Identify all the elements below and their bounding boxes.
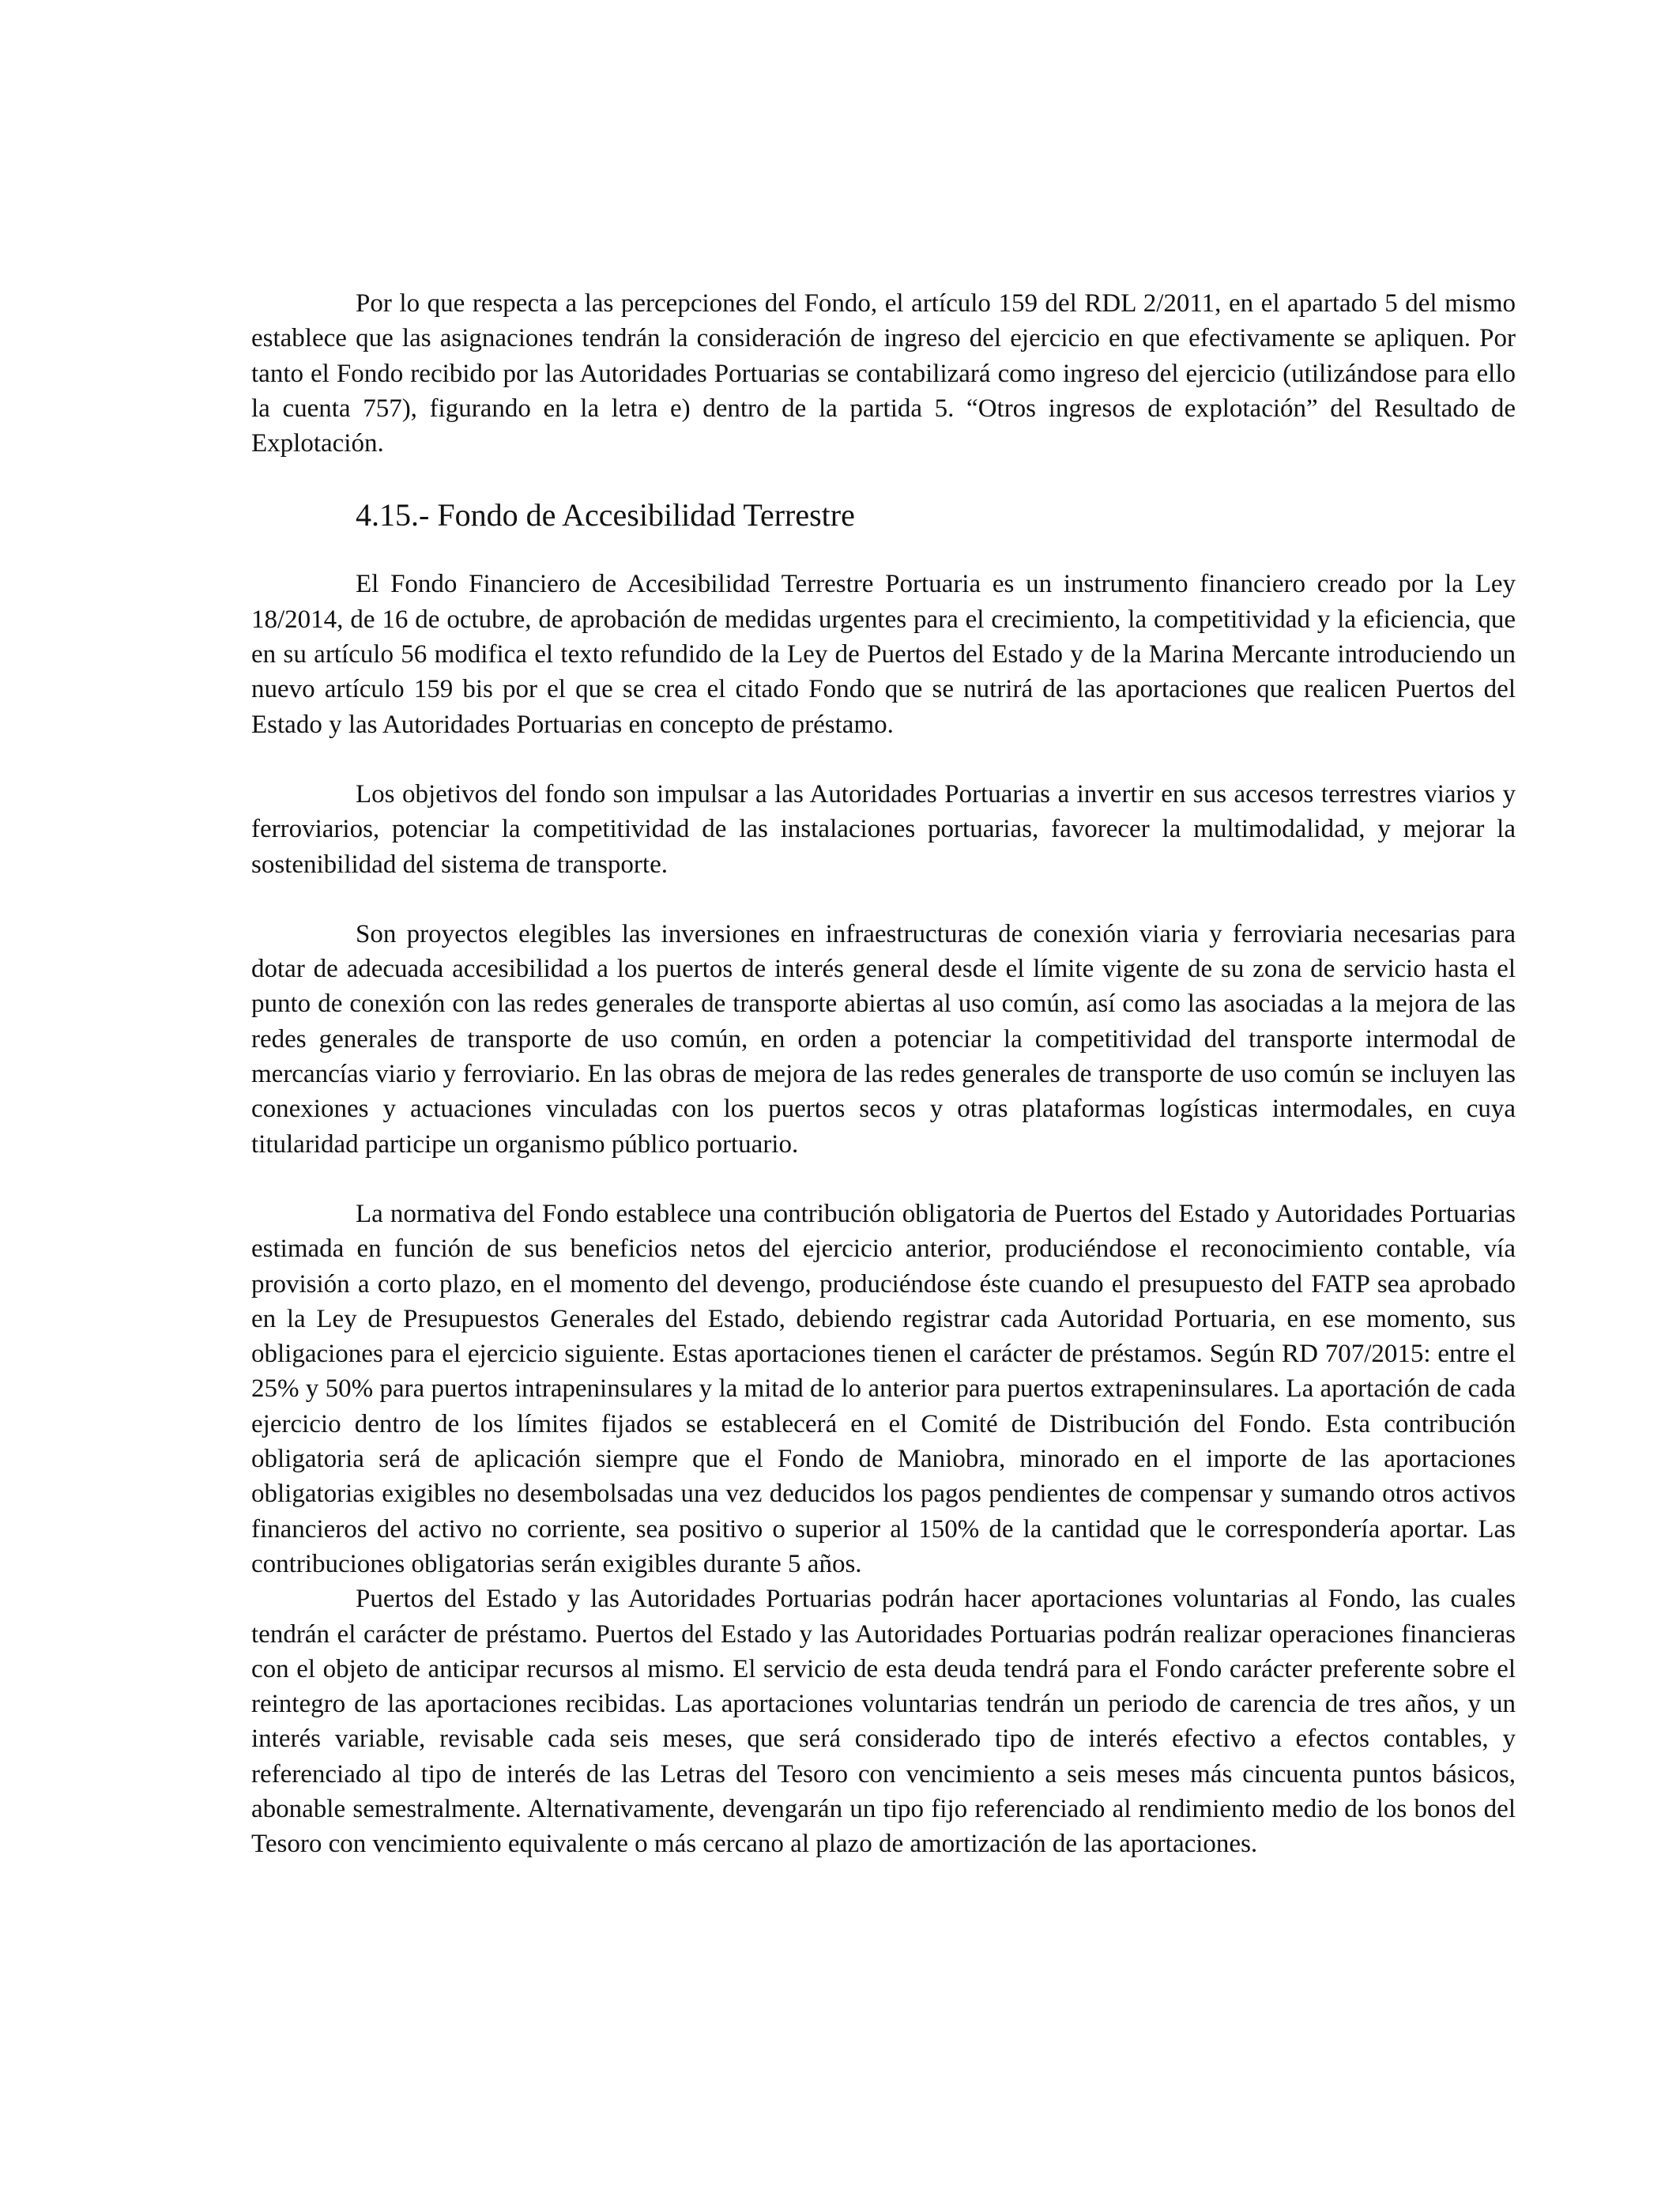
document-body [251, 286, 1516, 1862]
section-heading: 4.15.- Fondo de Accesibilidad Terrestre [356, 497, 855, 533]
paragraph-objetivos: Los objetivos del fondo son impulsar a las Autoridades Portuarias a invertir en sus accesos terrestres viarios y ferroviarios, potenciar la competitividad de las instalaciones portuarias, favorecer la multimodalidad, y mejorar la sostenibilidad del sistema de transporte. [251, 779, 1516, 879]
paragraph-aportaciones-voluntarias: Puertos del Estado y las Autoridades Portuarias podrán hacer aportaciones voluntarias al Fondo, las cuales tendrán el carácter de préstamo. Puertos del Estado y las Autoridades Portuarias podrán realizar operaciones financieras con el objeto de anticipar recursos al mismo. El servicio de esta deuda tendrá para el Fondo carácter preferente sobre el reintegro de las aportaciones recibidas. Las aportaciones voluntarias tendrán un periodo de carencia de tres años, y un interés variable, revisable cada seis meses, que será considerado tipo de interés efectivo a efectos contables, y referenciado al tipo de interés de las Letras del Tesoro con vencimiento a seis meses más cincuenta puntos básicos, abonable semestralmente. Alternativamente, devengarán un tipo fijo referenciado al rendimiento medio de los bonos del Tesoro con vencimiento equivalente o más cercano al plazo de amortización de las aportaciones. [251, 1585, 1516, 1859]
paragraph-percepciones-fondo: Por lo que respecta a las percepciones del Fondo, el artículo 159 del RDL 2/2011, en el apartado 5 del mismo establece que las asignaciones tendrán la consideración de ingreso del ejercicio en que efectivamente se apliquen. Por tanto el Fondo recibido por las Autoridades Portuarias se contabilizará como ingreso del ejercicio (utilizándose para ello la cuenta 757), figurando en la letra e) dentro de la partida 5. “Otros ingresos de explotación” del Resultado de Explotación. [251, 289, 1516, 458]
paragraph-fondo-financiero: El Fondo Financiero de Accesibilidad Terrestre Portuaria es un instrumento financiero creado por la Ley 18/2014, de 16 de octubre, de aprobación de medidas urgentes para el crecimiento, la competitividad y la eficiencia, que en su artículo 56 modifica el texto refundido de la Ley de Puertos del Estado y de la Marina Mercante introduciendo un nuevo artículo 159 bis por el que se crea el citado Fondo que se nutrirá de las aportaciones que realicen Puertos del Estado y las Autoridades Portuarias en concepto de préstamo. [251, 570, 1516, 739]
paragraph-normativa-contribucion: La normativa del Fondo establece una contribución obligatoria de Puertos del Estado y Autoridades Portuarias estimada en función de sus beneficios netos del ejercicio anterior, produciéndose el reconocimiento contable, vía provisión a corto plazo, en el momento del devengo, produciéndose éste cuando el presupuesto del FATP sea aprobado en la Ley de Presupuestos Generales del Estado, debiendo registrar cada Autoridad Portuaria, en ese momento, sus obligaciones para el ejercicio siguiente. Estas aportaciones tienen el carácter de préstamos. Según RD 707/2015: entre el 25% y 50% para puertos intrapeninsulares y la mitad de lo anterior para puertos extrapeninsulares. La aportación de cada ejercicio dentro de los límites fijados se establecerá en el Comité de Distribución del Fondo. Esta contribución obligatoria será de aplicación siempre que el Fondo de Maniobra, minorado en el importe de las aportaciones obligatorias exigibles no desembolsadas una vez deducidos los pagos pendientes de compensar y sumando otros activos financieros del activo no corriente, sea positivo o superior al 150% de la cantidad que le correspondería aportar. Las contribuciones obligatorias serán exigibles durante 5 años. [251, 1199, 1516, 1578]
paragraph-proyectos-elegibles: Son proyectos elegibles las inversiones en infraestructuras de conexión viaria y ferroviaria necesarias para dotar de adecuada accesibilidad a los puertos de interés general desde el límite vigente de su zona de servicio hasta el punto de conexión con las redes generales de transporte abiertas al uso común, así como las asociadas a la mejora de las redes generales de transporte de uso común, en orden a potenciar la competitividad del transporte intermodal de mercancías viario y ferroviario. En las obras de mejora de las redes generales de transporte de uso común se incluyen las conexiones y actuaciones vinculadas con los puertos secos y otras plataformas logísticas intermodales, en cuya titularidad participe un organismo público portuario. [251, 919, 1516, 1159]
